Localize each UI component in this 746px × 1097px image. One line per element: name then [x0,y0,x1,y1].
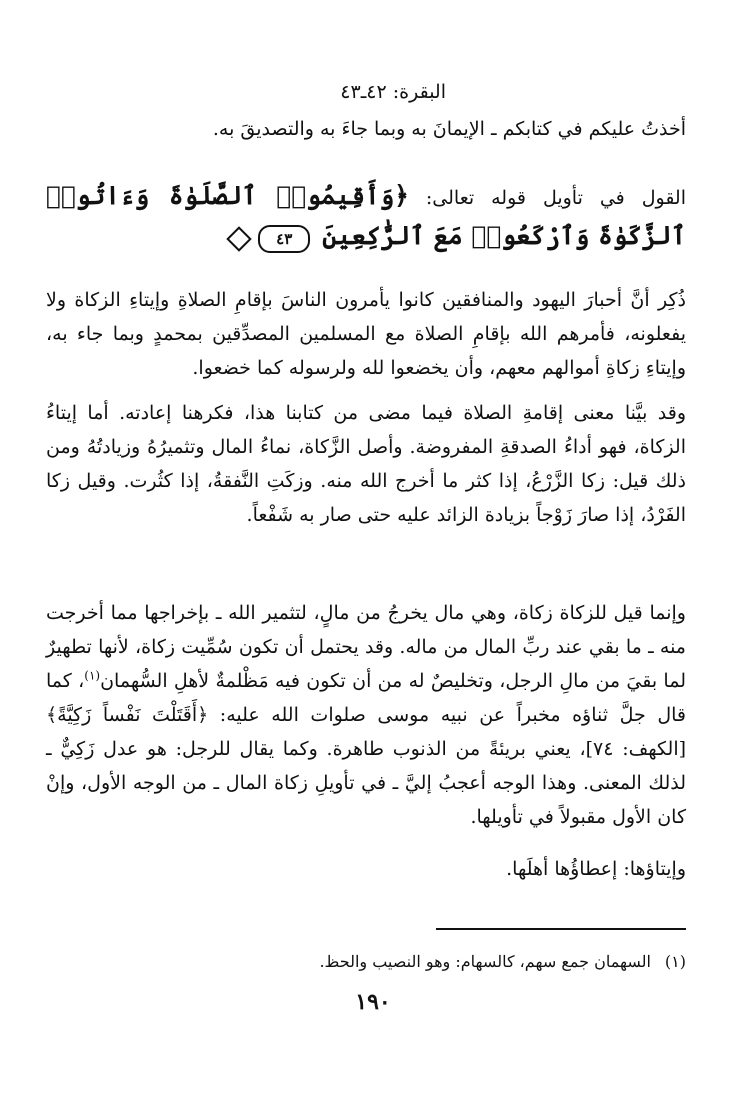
footnote [46,950,686,974]
footnote-divider [436,928,686,930]
paragraph-text: وإيتاؤها: إعطاؤُها أهلَها. [506,858,686,880]
page-number: ١٩٠ [355,989,391,1015]
footnote-text: السهمان جمع سهم، كالسهام: وهو النصيب والحظ. [319,952,651,971]
paragraph-2 [46,396,686,532]
paragraph-text: وقد بيَّنا معنى إقامةِ الصلاة فيما مضى من كتابنا هذا، فكرهنا إعادته. أما إيتاءُ الزكاة، فهو أداءُ الصدقةِ المفروضة. وأصل الزَّكاة، نماءُ المال وتثميرُهُ وزيادتُهُ ومن ذلك قيل: زكا الزَّرْعُ، إذا كثر ما أخرج الله منه. وزكَتِ النَّفقةُ، إذا كثُرت. وقيل زكا الفَرْدُ، إذا صارَ زَوْجاً بزيادة الزائد عليه حتى صار به شَفْعاً. [46,402,686,526]
footnote-number: (١) [664,952,686,971]
running-header: البقرة: ٤٢ـ٤٣ [340,81,446,103]
quran-verse: ﴿وَأَقِيمُوا۟ ٱلصَّلَوٰةَ وَءَاتُوا۟ ٱلزَّكَوٰةَ وَٱرْكَعُوا۟ مَعَ ٱلرَّٰكِعِينَ [46,181,686,250]
footnote-reference[interactable]: (١) [84,668,101,683]
paragraph-text: ذُكِر أنَّ أحبارَ اليهود والمنافقين كانوا يأمرون الناسَ بإقامِ الصلاةِ وإيتاءِ الزكاة ولا يفعلونه، فأمرهم الله بإقامِ الصلاة مع المسلمين المصدِّقين بمحمدٍ وبما جاء به، وإيتاءِ زكاةِ أموالهم معهم، وأن يخضعوا لله ولرسوله كما خضعوا. [46,289,686,379]
intro-text: أخذتُ عليكم في كتابكم ـ الإيمانَ به وبما جاءَ به والتصديقَ به. [212,118,686,140]
paragraph-3 [46,596,686,834]
paragraph-1 [46,283,686,385]
verse-end-ornament-icon [226,226,251,251]
verse-heading [46,176,686,256]
paragraph-text-continued: ، كما قال جلَّ ثناؤه مخبراً عن نبيه موسى صلوات الله عليه: ﴿أَقَتَلْتَ نَفْساً زَكِيَّةً﴾ [الكهف: ٧٤]، يعني بريئةً من الذنوب طاهرة. وكما يقال للرجل: هو عدل زَكِيٌّ ـ لذلك المعنى. وهذا الوجه أعجبُ إليَّ ـ في تأويلِ زكاة المال ـ من الوجه الأول، وإنْ كان الأول مقبولاً في تأويلها. [46,670,687,828]
verse-heading-label: القول في تأويل قوله تعالى: [425,187,687,209]
verse-number-marker: ٤٣ [258,225,310,253]
paragraph-4 [46,852,686,886]
intro-paragraph [46,112,686,146]
paragraph-text: وإنما قيل للزكاة زكاة، وهي مال يخرجُ من مالٍ، لتثمير الله ـ بإخراجها مما أخرجت منه ـ ما بقي عند ربِّ المال من ماله. وقد يحتمل أن تكون سُمِّيت زكاة، لأنها تطهيرٌ لما بقيَ من مالِ الرجل، وتخليصٌ له من أن تكون فيه مَظْلمةٌ لأهلِ السُّهمان [46,602,686,692]
